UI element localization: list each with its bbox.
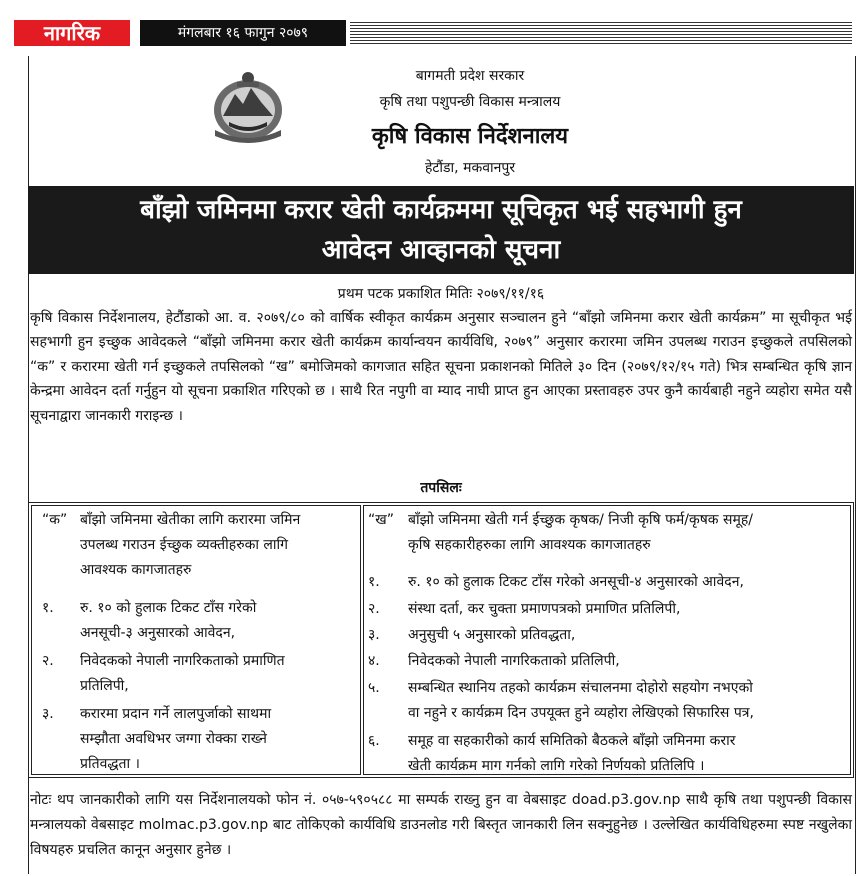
notice-headline [28,186,854,274]
section-a-column [31,505,361,775]
office-location: हेटौंडा, मकवानपुर [424,160,516,176]
section-a-item-number: २. [42,653,54,669]
directorate-name: कृषि विकास निर्देशनालय [371,124,569,149]
section-b-column [363,505,851,775]
notice-body: कृषि विकास निर्देशनालय, हेटौंडाको आ. व. २०७९/८० को वार्षिक स्वीकृत कार्यक्रम अनुसार सञ्चालन हुने “बाँझो जमिनमा करार खेती कार्यक्रम” मा सूचीकृत भई सहभागी हुन इच्छुक आवेदकले “बाँझो जमिनमा करार खेती कार्यक्रम कार्यान्वयन कार्यविधि, २०७९” अनुसार करारमा जमिन उपलब्ध गराउन इच्छुकले तपसिलको “क” र करारमा खेती गर्न इच्छुकले तपसिलको “ख” बमोजिमको कागजात सहित सूचना प्रकाशनको मितिले ३० दिन (२०७९/१२/१५ गते) भित्र सम्बन्धित कृषि ज्ञान केन्द्रमा आवेदन दर्ता गर्नुहुन यो सूचना प्रकाशित गरिएको छ । साथै रित नपुगी वा म्याद नाघी प्राप्त हुन आएका प्रस्तावहरु उपर कुनै कार्यबाही नहुने व्यहोरा समेत यसै सूचनाद्वारा जानकारी गराइन्छ । [30,310,852,424]
section-b-item-number: ६. [368,733,380,749]
section-b-item: संस्था दर्ता, कर चुक्ता प्रमाणपत्रको प्रमाणित प्रतिलिपी, [408,601,681,617]
section-b-item-number: १. [368,574,380,590]
details-heading: तपसिलः [420,480,462,496]
section-b-item-number: २. [368,601,380,617]
section-b-key: “ख” [368,512,394,528]
masthead-rule [350,22,852,44]
government-name: बागमती प्रदेश सरकार [415,68,525,84]
section-b-heading: बाँझो जमिनमा खेती गर्न ईच्छुक कृषक/ निजी कृषि फर्म/कृषक समूह/ कृषि सहकारीहरुका लागि आवश्यक कागजातहरु [408,512,753,553]
publication-date: मंगलबार १६ फागुन २०७९ [140,20,346,46]
newspaper-logo: नागरिक [14,20,130,46]
section-a-key: “क” [42,512,68,528]
ministry-name: कृषि तथा पशुपन्छी विकास मन्त्रालय [379,94,561,110]
first-published-date: प्रथम पटक प्रकाशित मितिः २०७९/११/१६ [337,286,545,302]
contact-note: नोटः थप जानकारीको लागि यस निर्देशनालयको फोन नं. ०५७-५९०५८८ मा सम्पर्क राख्नु हुन वा वेबसाइट doad.p3.gov.np साथै कृषि तथा पशुपन्छी विकास मन्त्रालयको वेबसाइट molmac.p3.gov.np बाट तोकिएको कार्यविधि डाउनलोड गरी बिस्तृत जानकारी लिन सक्नुहुनेछ । उल्लेखित कार्यविधिहरुमा स्पष्ट नखुलेका विषयहरु प्रचलित कानून अनुसार हुनेछ । [30,792,852,858]
section-a-item: करारमा प्रदान गर्ने लालपुर्जाको साथमा सम्झौता अवधिभर जग्गा रोक्का राख्ने प्रतिवद्धता । [80,706,272,772]
section-b-item-number: ४. [368,653,380,669]
headline-line-2: आवेदन आव्हानको सूचना [321,235,561,265]
section-b-item-number: ५. [368,680,380,696]
section-a-item: रु. १० को हुलाक टिकट टाँस गरेको अनसूची-३ अनुसारको आवेदन, [80,600,257,641]
section-a-heading: बाँझो जमिनमा खेतीका लागि करारमा जमिन उपलब्ध गराउन ईच्छुक व्यक्तीहरुका लागि आवश्यक कागजातहरु [80,512,301,578]
requirements-table [28,502,854,778]
section-a-item-number: ३. [42,706,54,722]
section-b-item: अनुसुची ५ अनुसारको प्रतिवद्धता, [408,627,576,643]
section-a-item-number: १. [42,600,54,616]
section-b-item: सम्बन्धित स्थानिय तहको कार्यक्रम संचालनमा दोहोरो सहयोग नभएको वा नहुने र कार्यक्रम दिन उपयूक्त हुने व्यहोरा लेखिएको सिफारिस पत्र, [408,680,754,721]
section-b-item: रु. १० को हुलाक टिकट टाँस गरेको अनसूची-४ अनुसारको आवेदन, [408,574,744,590]
section-b-item: निवेदकको नेपाली नागरिकताको प्रतिलिपी, [408,653,620,669]
section-b-item-number: ३. [368,627,380,643]
headline-line-1: बाँझो जमिनमा करार खेती कार्यक्रममा सूचिकृत भई सहभागी हुन [140,195,742,225]
newspaper-masthead [14,20,854,46]
section-b-item: समूह वा सहकारीको कार्य समितिको बैठकले बाँझो जमिनमा करार खेती कार्यक्रम माग गर्नको लागि गरेको निर्णयको प्रतिलिपि । [408,733,736,774]
section-a-item: निवेदकको नेपाली नागरिकताको प्रमाणित प्रतिलिपी, [80,653,285,694]
nepal-emblem-icon [207,64,289,146]
